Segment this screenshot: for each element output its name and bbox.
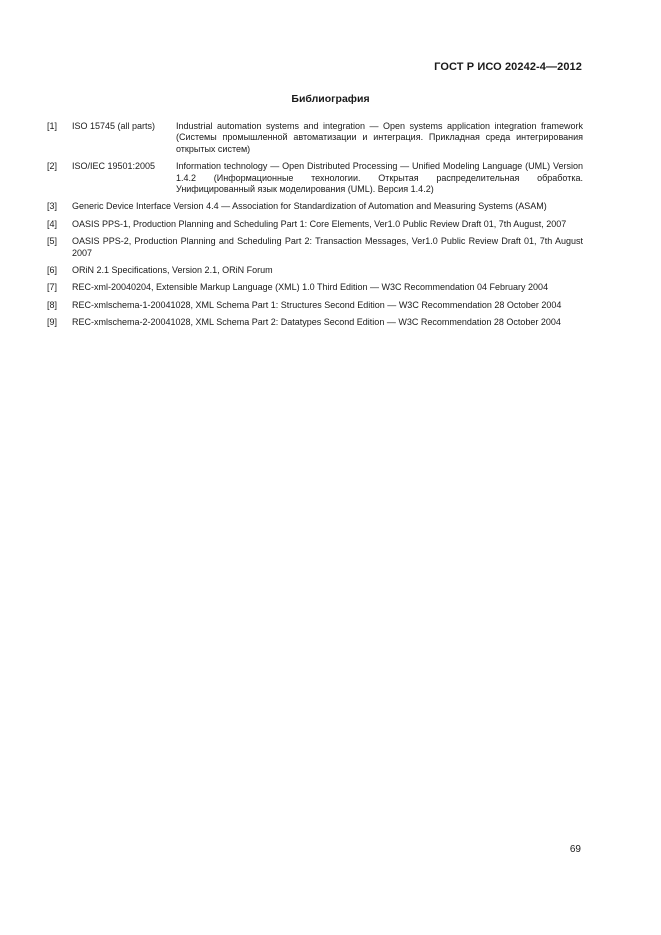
entry-number: [1]: [47, 121, 58, 131]
entry-code: ISO/IEC 19501:2005: [72, 161, 156, 172]
page-number: 69: [569, 844, 581, 855]
entry-number: [6]: [47, 265, 58, 276]
entry-number: [4]: [47, 218, 58, 229]
entry-text: OASIS PPS-1, Production Planning and Scheduling Part 1: Core Elements, Ver1.0 Public Review Draft 01, 7th August, 2007: [72, 218, 567, 229]
bibliography-entry: [47, 236, 583, 259]
bibliography-entry: [47, 300, 583, 311]
entry-number: [2]: [47, 161, 58, 172]
entry-number: [5]: [47, 236, 58, 247]
entry-text: REC-xmlschema-2-20041028, XML Schema Part 2: Datatypes Second Edition — W3C Recommendation 28 October 2004: [72, 317, 561, 328]
entry-number: [8]: [47, 299, 58, 310]
entry-text: ORiN 2.1 Specifications, Version 2.1, ORiN Forum: [72, 265, 273, 276]
entry-number: [7]: [47, 282, 58, 293]
bibliography-entry: [47, 219, 583, 230]
bibliography-entry: [47, 161, 583, 195]
entry-text: REC-xml-20040204, Extensible Markup Language (XML) 1.0 Third Edition — W3C Recommendation 04 February 2004: [72, 282, 549, 293]
entry-number: [3]: [47, 201, 58, 212]
bibliography-title: Библиография: [291, 93, 370, 105]
bibliography-entry: [47, 265, 583, 276]
document-header: ГОСТ Р ИСО 20242-4—2012: [434, 61, 582, 73]
entry-text: Industrial automation systems and integration — Open systems application integration framework (Системы промышленной автоматизации и интеграция. Прикладная среда интегрирования открытых систем): [176, 121, 583, 154]
bibliography-entry: [47, 317, 583, 328]
entry-text: Information technology — Open Distributed Processing — Unified Modeling Language (UML) Version 1.4.2 (Информационные технологии. Открытая распределительная обработка. Унифицированный язык моделирования (UML). Версия 1.4.2): [176, 161, 583, 195]
entry-code: ISO 15745 (all parts): [72, 121, 156, 131]
entry-text: Generic Device Interface Version 4.4 — Association for Standardization of Automation and Measuring Systems (ASAM): [72, 201, 547, 212]
entry-text: REC-xmlschema-1-20041028, XML Schema Part 1: Structures Second Edition — W3C Recommendation 28 October 2004: [72, 299, 562, 310]
bibliography-entry: [47, 282, 583, 293]
entry-number: [9]: [47, 317, 58, 328]
bibliography-entry: [47, 121, 583, 155]
bibliography-entry: [47, 201, 583, 212]
entry-text: OASIS PPS-2, Production Planning and Scheduling Part 2: Transaction Messages, Ver1.0 Public Review Draft 01, 7th August 2007: [72, 236, 583, 258]
bibliography-list: [47, 121, 583, 335]
